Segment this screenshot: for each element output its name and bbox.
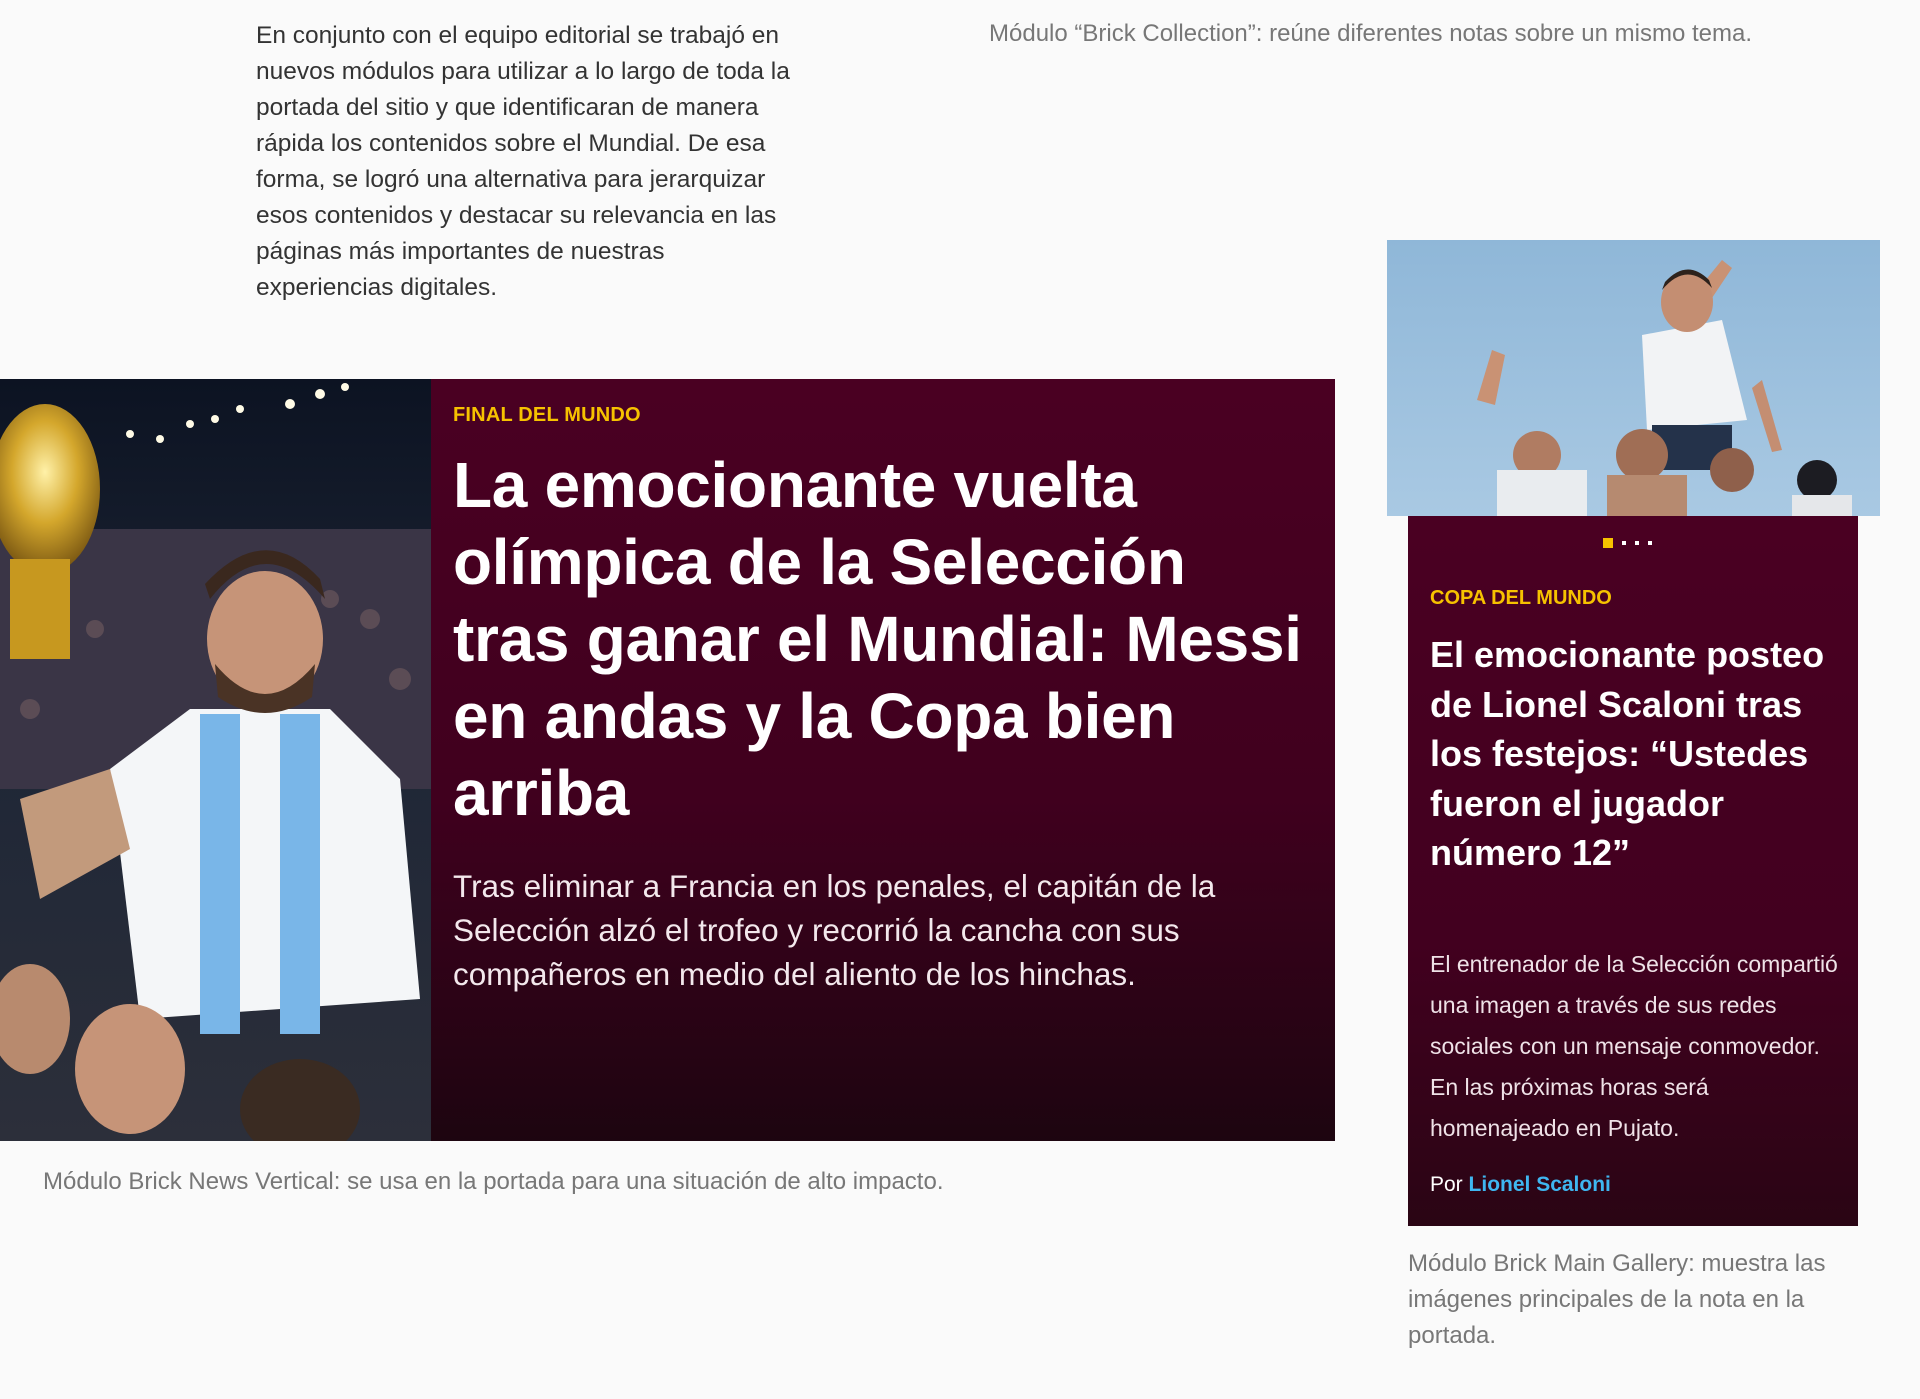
gallery-dot-4[interactable] (1648, 541, 1652, 545)
intro-paragraph: En conjunto con el equipo editorial se trabajó en nuevos módulos para utilizar a lo largo de toda la portada del sitio y que identificaran de manera rápida los contenidos sobre el Mundial. De esa forma, se logró una alternativa para jerarquizar esos contenidos y destacar su relevancia en las páginas más importantes de nuestras experiencias digitales. (256, 22, 790, 301)
brick-news-vertical[interactable] (0, 379, 1335, 1141)
gallery-photo[interactable] (1387, 240, 1880, 516)
author-link[interactable]: Lionel Scaloni (1468, 1173, 1611, 1196)
gallery-byline (1430, 1170, 1611, 1200)
brick-main-gallery-caption: Módulo Brick Main Gallery: muestra las imágenes principales de la nota en la portada. (1408, 1250, 1826, 1349)
byline-prefix: Por (1430, 1173, 1463, 1196)
gallery-dot-2[interactable] (1622, 541, 1626, 545)
news-kicker[interactable]: FINAL DEL MUNDO (453, 404, 641, 426)
gallery-dot-3[interactable] (1635, 541, 1639, 545)
brick-news-vertical-caption: Módulo Brick News Vertical: se usa en la portada para una situación de alto impacto. (43, 1168, 944, 1195)
news-photo[interactable] (0, 379, 431, 1141)
news-text-block (431, 379, 1335, 1141)
gallery-pagination[interactable] (1603, 538, 1652, 548)
gallery-kicker[interactable]: COPA DEL MUNDO (1430, 587, 1612, 609)
gallery-description: El entrenador de la Selección compartió una imagen a través de sus redes sociales con un mensaje conmovedor. En las próximas horas será homenajeado en Pujato. (1430, 951, 1838, 1141)
gallery-headline[interactable]: El emocionante posteo de Lionel Scaloni tras los festejos: “Ustedes fueron el jugador número 12” (1430, 634, 1825, 873)
brick-collection-caption: Módulo “Brick Collection”: reúne diferentes notas sobre un mismo tema. (989, 20, 1753, 47)
news-description: Tras eliminar a Francia en los penales, el capitán de la Selección alzó el trofeo y recorrió la cancha con sus compañeros en medio del aliento de los hinchas. (453, 868, 1216, 992)
news-headline[interactable]: La emocionante vuelta olímpica de la Selección tras ganar el Mundial: Messi en andas y la Copa bien arriba (453, 449, 1302, 829)
gallery-dot-1[interactable] (1603, 538, 1613, 548)
brick-main-gallery-card[interactable] (1408, 516, 1858, 1226)
